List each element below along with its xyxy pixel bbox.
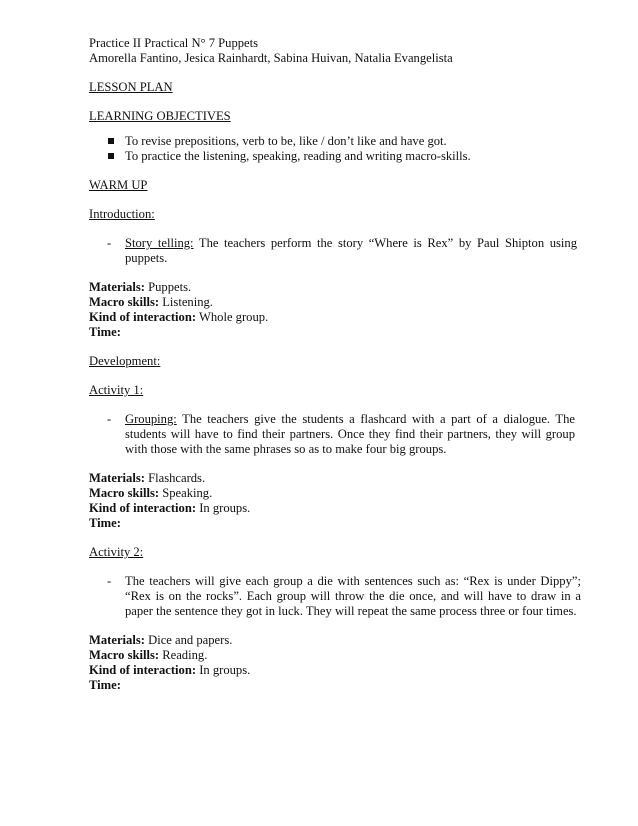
time-line: Time:	[89, 516, 121, 530]
item-text: The teachers give the students a flashcard with a part of a dialogue. The students will have to find their partners. Once they find their partners, they will group with those with the same phrases so as to make four big groups.	[125, 412, 575, 456]
interaction-line: Kind of interaction: Whole group.	[89, 310, 269, 324]
item-label: Story telling:	[125, 236, 194, 250]
list-item: To revise prepositions, verb to be, like / don’t like and have got.	[89, 134, 549, 149]
materials-line: Materials: Dice and papers.	[89, 633, 233, 647]
objectives-list	[89, 134, 549, 164]
activity-2-heading: Activity 2:	[89, 545, 144, 559]
item-label: Grouping:	[125, 412, 177, 426]
warm-up-item	[89, 236, 577, 266]
square-bullet-icon	[108, 138, 114, 144]
macro-skills-line: Macro skills: Speaking.	[89, 486, 213, 500]
development-heading: Development:	[89, 354, 161, 368]
document-authors: Amorella Fantino, Jesica Rainhardt, Sabina Huivan, Natalia Evangelista	[89, 51, 453, 65]
item-text: The teachers perform the story “Where is Rex” by Paul Shipton using puppets.	[125, 236, 577, 265]
introduction-heading: Introduction:	[89, 207, 155, 221]
time-line: Time:	[89, 325, 121, 339]
interaction-line: Kind of interaction: In groups.	[89, 663, 251, 677]
dash-mark: -	[107, 412, 112, 426]
time-line: Time:	[89, 678, 121, 692]
materials-line: Materials: Puppets.	[89, 280, 192, 294]
learning-objectives-heading: LEARNING OBJECTIVES	[89, 109, 231, 123]
list-item: To practice the listening, speaking, reading and writing macro-skills.	[89, 149, 549, 164]
macro-skills-line: Macro skills: Listening.	[89, 295, 213, 309]
lesson-plan-heading: LESSON PLAN	[89, 80, 173, 94]
square-bullet-icon	[108, 153, 114, 159]
document-page	[89, 36, 581, 693]
activity-1-item	[89, 412, 575, 457]
document-title: Practice II Practical N° 7 Puppets	[89, 36, 259, 50]
item-text: The teachers will give each group a die with sentences such as: “Rex is under Dippy”; “Rex is on the rocks”. Each group will throw the die once, and will have to draw in a paper the sentence they got in luck. They will repeat the same process three or four times.	[125, 574, 581, 618]
dash-mark: -	[107, 574, 112, 588]
warm-up-heading: WARM UP	[89, 178, 148, 192]
interaction-line: Kind of interaction: In groups.	[89, 501, 251, 515]
activity-1-heading: Activity 1:	[89, 383, 144, 397]
macro-skills-line: Macro skills: Reading.	[89, 648, 208, 662]
activity-2-item	[89, 574, 581, 619]
dash-mark: -	[107, 236, 112, 250]
materials-line: Materials: Flashcards.	[89, 471, 206, 485]
